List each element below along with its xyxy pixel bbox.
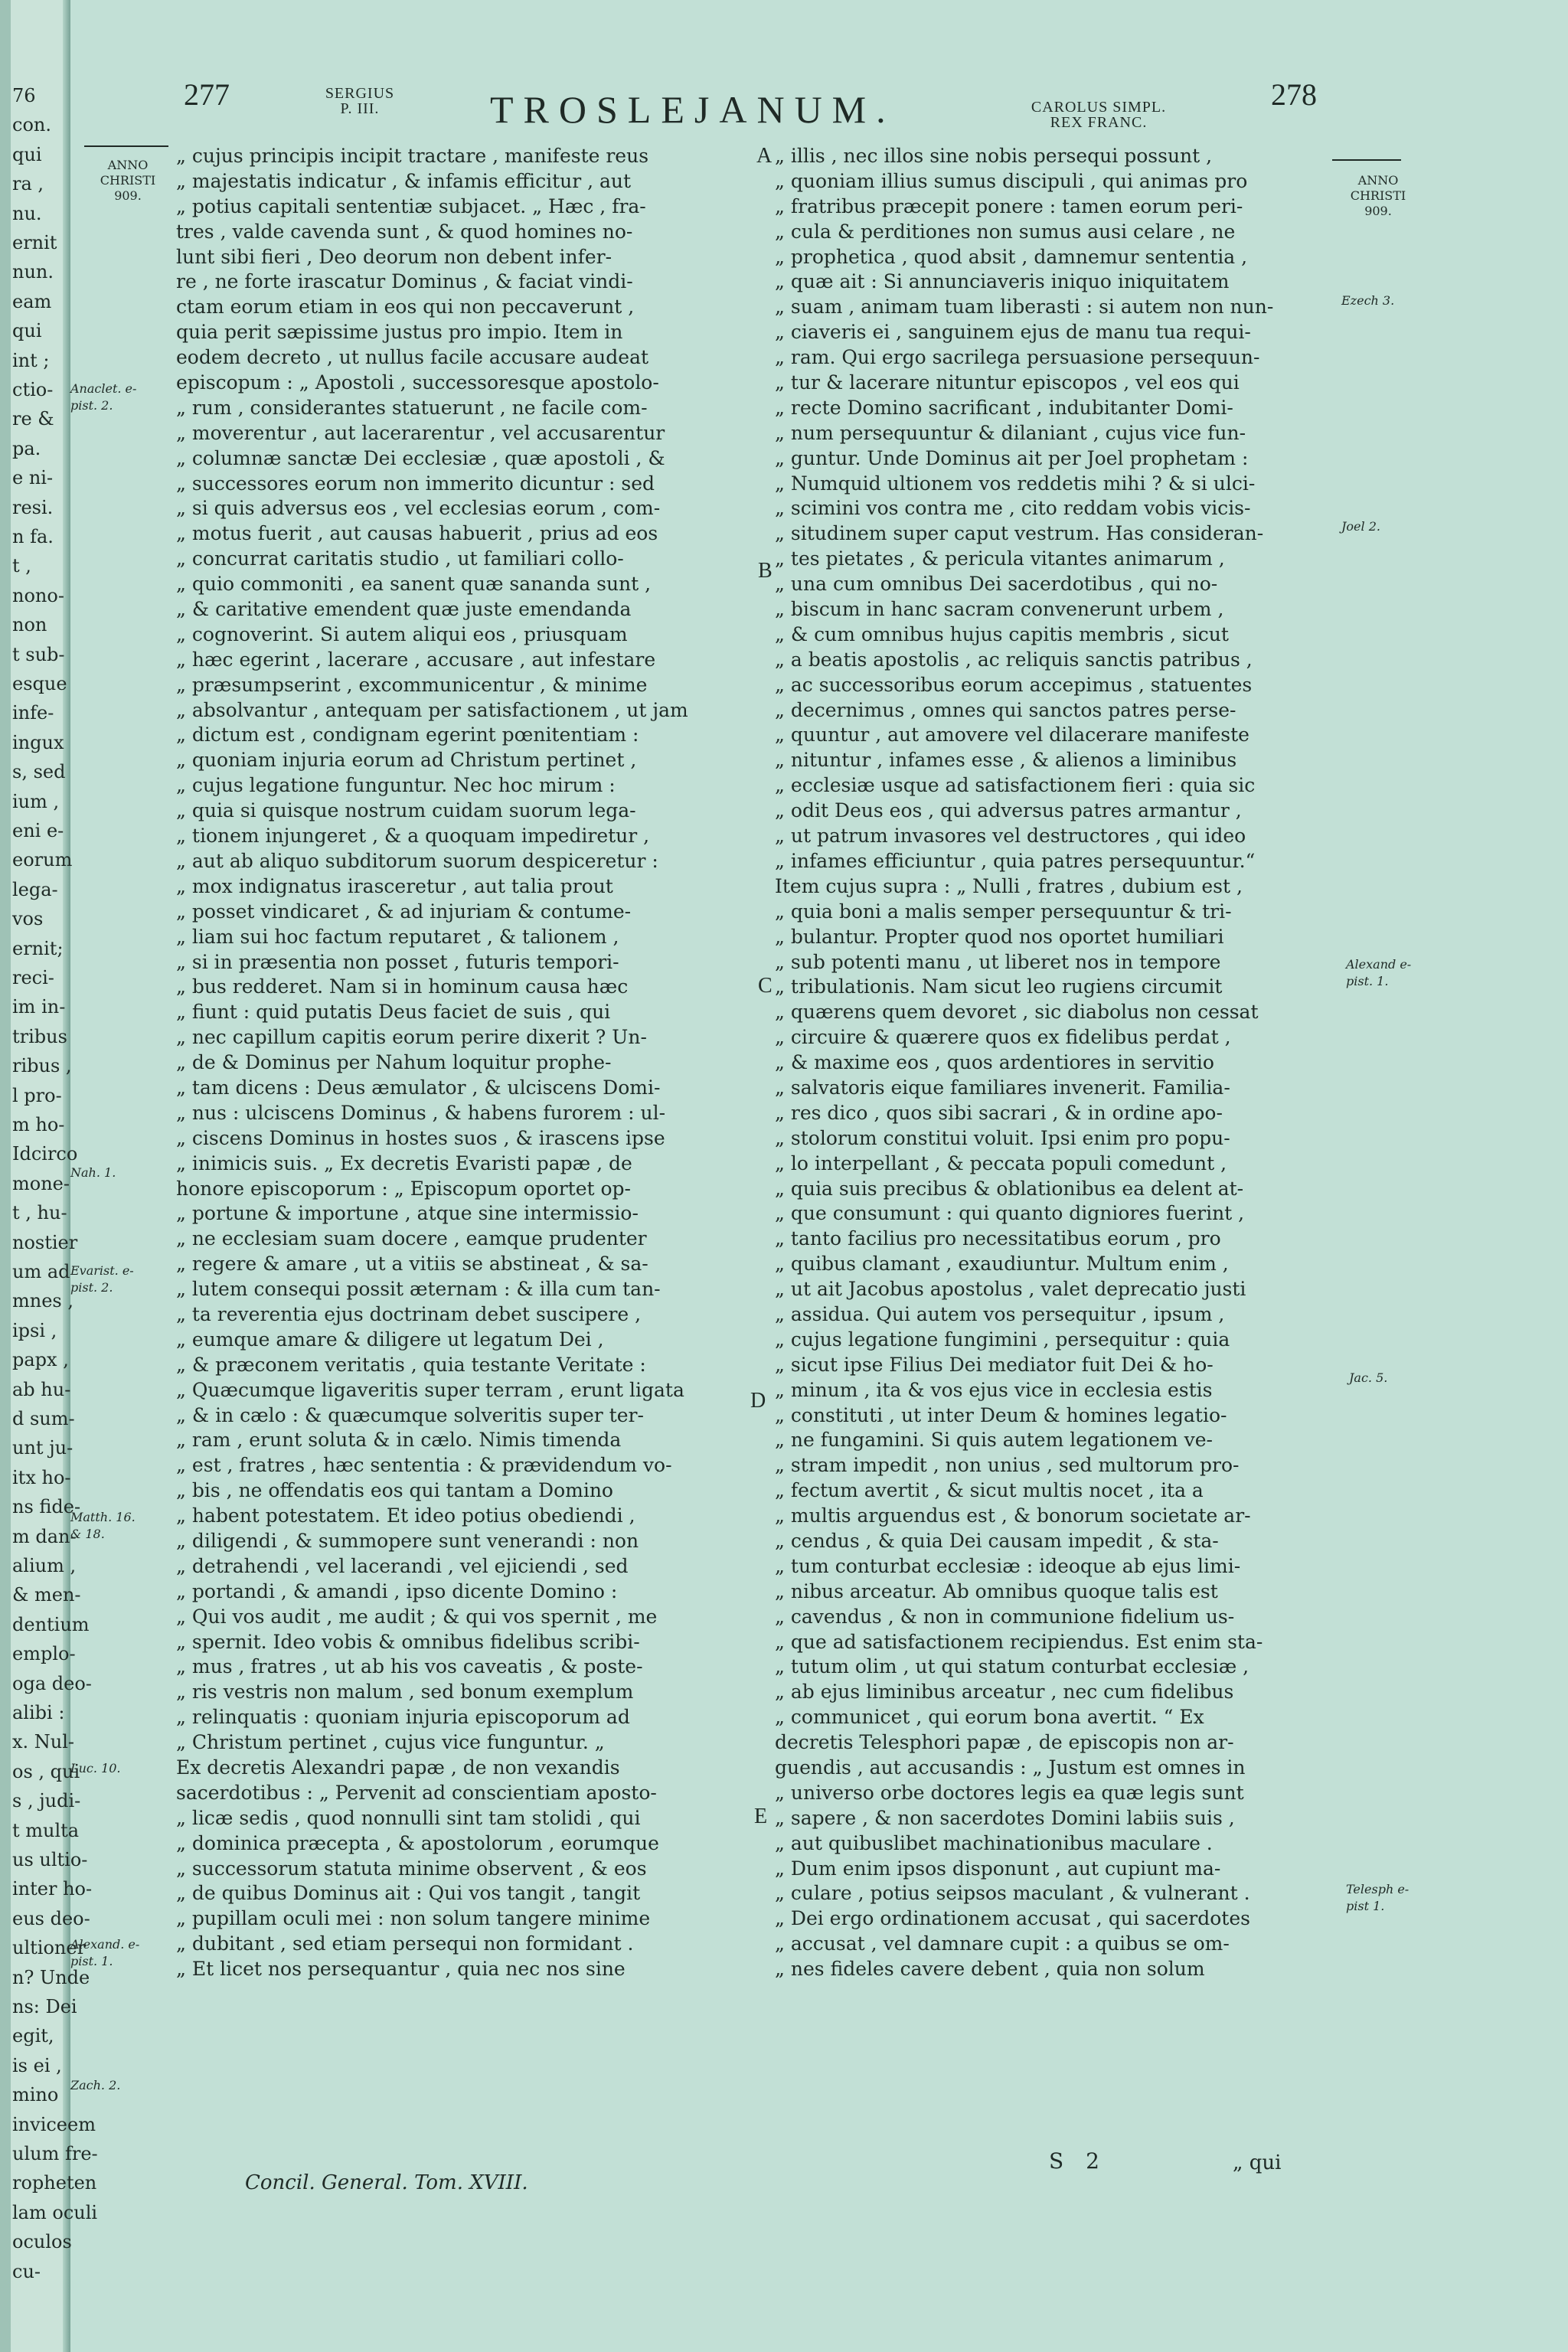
gutter-fragment: m dan- [12,1525,77,1547]
text-left-line: „ hæc egerint , lacerare , accusare , aut infestare [176,648,656,671]
text-left-line: episcopum : „ Apostoli , successoresque apostolo- [176,371,659,394]
text-left-line: „ dominica præcepta , & apostolorum , eorumque [176,1831,659,1854]
gutter-fragment: nu. [12,202,42,224]
text-right-line: „ que consumunt : qui quanto digniores fuerint , [775,1202,1245,1225]
gutter-fragment: ultioner [12,1937,87,1959]
text-column-right [775,144,1338,1982]
gutter-fragment: nono- [12,584,64,606]
text-right-line: „ nibus arceatur. Ab omnibus quoque talis est [775,1579,1218,1602]
margin-note-luke: Luc. 10. [70,1761,121,1775]
text-right-line: „ prophetica , quod absit , damnemur sententia , [775,245,1248,268]
gutter-fragment: eorum [12,849,73,871]
margin-note-alexander: Alexand. e- [70,1937,140,1952]
gutter-fragment: eni e- [12,820,64,841]
running-head-right-line-1: CAROLUS SIMPL. [1031,99,1167,116]
text-left-line: „ ris vestris non malum , sed bonum exemplum [176,1681,634,1704]
text-left-line: „ successores eorum non immerito dicuntur : sed [176,472,655,495]
gutter-fragment: lega- [12,878,58,900]
gutter-fragment: m ho- [12,1114,65,1135]
gutter-fragment: emplo- [12,1643,76,1665]
margin-note-matthew: Matth. 16. [70,1510,136,1524]
text-left-line: „ Quæcumque ligaveritis super terram , erunt ligata [176,1378,684,1401]
text-right-line: „ quoniam illius sumus discipuli , qui animas pro [775,169,1248,192]
text-left-line: „ detrahendi , vel lacerandi , vel ejiciendi , sed [176,1554,629,1577]
text-right-line: „ tur & lacerare nituntur episcopos , vel eos qui [775,371,1240,394]
signature-mark: S 2 [1049,2148,1107,2174]
text-left-line: „ cognoverint. Si autem aliqui eos , priusquam [176,622,628,645]
text-left-line: „ dubitant , sed etiam persequi non formidant . [176,1932,634,1955]
gutter-fragment: os , qui [12,1760,80,1782]
margin-note-telesphorus: Telesph e- [1346,1882,1410,1896]
text-left-line: „ concurrat caritatis studio , ut familiari collo- [176,547,624,570]
text-right-line: „ cujus legatione fungimini , persequitur : quia [775,1328,1230,1351]
gutter-fragment: qui [12,320,42,342]
gutter-fragment: eam [12,290,52,312]
text-left-line: „ bus redderet. Nam si in hominum causa hæc [176,975,629,998]
text-left-line: „ ta reverentia ejus doctrinam debet suscipere , [176,1302,642,1325]
text-left-line: „ successorum statuta minime observent , & eos [176,1857,647,1880]
text-left-line: „ Et licet nos persequantur , quia nec nos sine [176,1958,626,1981]
gutter-fragment: d sum- [12,1408,75,1429]
gutter-fragment: ctio- [12,379,54,400]
gutter-fragment: is ei , [12,2054,62,2076]
gutter-fragment: 76 [12,85,36,106]
text-left-line: „ dictum est , condignam egerint pœnitentiam : [176,724,639,746]
text-right-line: „ quia suis precibus & oblationibus ea delent at- [775,1177,1244,1200]
gutter-fragment: ribus , [12,1055,72,1077]
anno-christi-right [1336,173,1420,219]
gutter-fragment: nostier [12,1231,78,1253]
gutter-fragment: l pro- [12,1084,62,1106]
gutter-fragment: inter ho- [12,1878,93,1900]
text-left-line: „ lutem consequi possit æternam : & illa cum tan- [176,1278,661,1301]
text-right-line: „ sub potenti manu , ut liberet nos in tempore [775,950,1221,973]
margin-note-ezechiel: Ezech 3. [1341,293,1395,308]
gutter-fragment: non [12,614,47,636]
margin-note-joel: Joel 2. [1341,519,1380,534]
text-right-line: „ scimini vos contra me , cito reddam vobis vicis- [775,497,1251,520]
gutter-fragment: egit, [12,2025,54,2047]
text-left-line: „ potius capitali sententiæ subjacet. „ Hæc , fra- [176,194,646,217]
text-left-line: sacerdotibus : „ Pervenit ad conscientiam aposto- [176,1781,657,1804]
section-letter-d: D [750,1389,766,1413]
text-right-line: „ situdinem super caput vestrum. Has consideran- [775,522,1264,545]
text-right-line: „ num persequuntur & dilaniant , cujus vice fun- [775,421,1246,444]
text-right-line: „ recte Domino sacrificant , indubitanter Domi- [775,396,1233,419]
text-right-line: „ una cum omnibus Dei sacerdotibus , qui no- [775,573,1218,596]
text-left-line: „ regere & amare , ut a vitiis se abstineat , & sa- [176,1253,648,1276]
text-left-line: ctam eorum etiam in eos qui non peccaverunt , [176,296,635,318]
text-right-line: „ tes pietates , & pericula vitantes animarum , [775,547,1225,570]
gutter-fragment: infe- [12,702,54,724]
gutter-fragment: ab hu- [12,1378,71,1400]
text-left-line: re , ne forte irascatur Dominus , & faciat vindi- [176,270,633,293]
margin-note-jacobus: Jac. 5. [1349,1370,1388,1385]
text-left-line: „ est , fratres , hæc sententia : & prævidendum vo- [176,1454,672,1477]
running-head-left-line-2: P. III. [340,100,380,117]
running-head-right-line-2: REX FRANC. [1050,114,1148,131]
margin-note-nahum: Nah. 1. [70,1165,116,1180]
text-left-line: „ liam sui hoc factum reputaret , & talionem , [176,925,619,948]
text-left-line: „ & caritative emendent quæ juste emendanda [176,598,632,621]
text-right-line: „ ram. Qui ergo sacrilega persuasione persequun- [775,346,1260,369]
text-left-line: „ licæ sedis , quod nonnulli sint tam stolidi , qui [176,1806,641,1829]
margin-note-alexander-2: pist. 1. [70,1954,113,1968]
text-right-line: „ sicut ipse Filius Dei mediator fuit Dei & ho- [775,1353,1214,1376]
text-right-line: „ ciaveris ei , sanguinem ejus de manu tua requi- [775,321,1251,344]
text-left-line: eodem decreto , ut nullus facile accusare audeat [176,346,649,369]
gutter-fragment: im in- [12,996,66,1018]
gutter-fragment: ropheten [12,2172,97,2194]
running-head-left [306,86,413,116]
text-left-line: „ nus : ulciscens Dominus , & habens furorem : ul- [176,1101,666,1124]
gutter-fragment: mnes , [12,1290,74,1312]
gutter-fragment: ra , [12,173,44,195]
text-left-line: „ diligendi , & summopere sunt venerandi : non [176,1529,639,1552]
gutter-fragment: tribus [12,1025,67,1047]
text-left-line: „ ram , erunt soluta & in cælo. Nimis timenda [176,1429,622,1452]
text-right-line: „ quuntur , aut amovere vel dilacerare manifeste [775,724,1250,746]
margin-note-zacharias: Zach. 2. [70,2078,121,2092]
text-left-line: „ de quibus Dominus ait : Qui vos tangit , tangit [176,1882,641,1905]
text-left-line: „ tionem injungeret , & a quoquam impediretur , [176,825,650,848]
margin-rule-right [1332,159,1401,161]
margin-note-alexander-right-2: pist. 1. [1346,974,1389,988]
gutter-fragment: inviceem [12,2113,96,2135]
running-head-right [1011,100,1187,130]
margin-note-anaclet-2: pist. 2. [70,398,113,413]
section-letter-b: B [758,559,773,583]
text-left-line: „ majestatis indicatur , & infamis efficitur , aut [176,169,632,192]
text-right-line: „ infames efficiuntur , quia patres persequuntur.“ [775,849,1256,872]
text-right-line: „ & maxime eos , quos ardentiores in servitio [775,1051,1214,1074]
text-right-line: „ ab ejus liminibus arceatur , nec cum fidelibus [775,1681,1234,1704]
text-right-line: „ universo orbe doctores legis ea quæ legis sunt [775,1781,1244,1804]
gutter-fragment: dentium [12,1613,90,1635]
margin-note-alexander-right: Alexand e- [1346,957,1412,972]
gutter-fragment: lam oculi [12,2201,98,2223]
text-left-line: „ & præconem veritatis , quia testante Veritate : [176,1353,646,1376]
text-right-line: „ circuire & quærere quos ex fidelibus perdat , [775,1026,1231,1049]
gutter-fragment: e ni- [12,467,54,489]
anno-right-line-2: CHRISTI [1350,188,1406,203]
text-right-line: „ stram impedit , non unius , sed multorum pro- [775,1454,1240,1477]
text-left-line: Ex decretis Alexandri papæ , de non vexandis [176,1756,620,1779]
text-left-line: „ bis , ne offendatis eos qui tantam a Domino [176,1479,613,1502]
text-right-line: „ communicet , qui eorum bona avertit. “ Ex [775,1706,1204,1729]
text-right-line: „ biscum in hanc sacram convenerunt urbem , [775,598,1224,621]
text-left-line: „ relinquatis : quoniam injuria episcoporum ad [176,1706,630,1729]
gutter-fragment: ingux [12,731,64,753]
gutter-fragment: s, sed [12,761,66,783]
text-left-line: „ si quis adversus eos , vel ecclesias eorum , com- [176,497,661,520]
text-right-line: „ guntur. Unde Dominus ait per Joel prophetam : [775,446,1249,469]
gutter-fragment: resi. [12,496,54,518]
text-left-line: „ ciscens Dominus in hostes suos , & irascens ipse [176,1126,665,1149]
text-right-line: „ sapere , & non sacerdotes Domini labiis suis , [775,1806,1235,1829]
text-right-line: „ stolorum constitui voluit. Ipsi enim pro popu- [775,1126,1230,1149]
text-right-line: „ tum conturbat ecclesiæ : ideoque ab ejus limi- [775,1554,1241,1577]
text-right-line: „ constituti , ut inter Deum & homines legatio- [775,1403,1227,1426]
text-right-line: „ fectum avertit , & sicut multis nocet , ita a [775,1479,1204,1502]
gutter-fragment: ulum fre- [12,2143,98,2164]
text-right-line: „ Dum enim ipsos disponunt , aut cupiunt ma- [775,1857,1221,1880]
gutter-fragment: us ultio- [12,1849,88,1870]
text-right-line: „ ut ait Jacobus apostolus , valet deprecatio justi [775,1278,1246,1301]
text-left-line: „ quoniam injuria eorum ad Christum pertinet , [176,749,637,772]
text-left-line: „ tam dicens : Deus æmulator , & ulciscens Domi- [176,1076,661,1099]
text-right-line: „ a beatis apostolis , ac reliquis sanctis patribus , [775,648,1253,671]
page-number-left: 277 [184,77,230,112]
text-right-line: „ multis arguendus est , & bonorum societate ar- [775,1504,1251,1527]
margin-rule-left [84,145,168,147]
text-right-line: „ odit Deus eos , qui adversus patres armantur , [775,799,1242,822]
text-right-line: „ aut quibuslibet machinationibus maculare . [775,1831,1213,1854]
gutter-fragment: esque [12,673,67,694]
text-right-line: „ tutum olim , ut qui statum conturbat ecclesiæ , [775,1655,1250,1678]
text-left-line: „ præsumpserint , excommunicentur , & minime [176,673,648,696]
gutter-fragment: con. [12,114,51,136]
anno-christi-left [86,158,170,204]
text-right-line: guendis , aut accusandis : „ Justum est omnes in [775,1756,1246,1779]
text-left-line: „ mox indignatus irasceretur , aut talia prout [176,874,613,897]
text-right-line: „ quibus clamant , exaudiuntur. Multum enim , [775,1253,1229,1276]
catchword: „ qui [1233,2151,1282,2174]
gutter-fragment: eus deo- [12,1907,90,1929]
text-left-line: „ rum , considerantes statuerunt , ne facile com- [176,396,648,419]
text-right-line: „ & cum omnibus hujus capitis membris , sicut [775,622,1229,645]
margin-note-anaclet: Anaclet. e- [70,381,137,396]
gutter-fragment: mone- [12,1172,70,1194]
text-right-line: „ accusat , vel damnare cupit : a quibus se om- [775,1932,1230,1955]
footer-collection-title: Concil. General. Tom. XVIII. [245,2171,528,2194]
text-left-line: „ habent potestatem. Et ideo potius obediendi , [176,1504,635,1527]
text-left-line: „ eumque amare & diligere ut legatum Dei , [176,1328,604,1351]
gutter-shade [0,0,11,2352]
gutter-fragment: int ; [12,349,50,371]
gutter-fragment: reci- [12,967,54,988]
text-right-line: „ cendus , & quia Dei causam impedit , & sta- [775,1529,1219,1552]
gutter-fragment: t sub- [12,643,65,665]
text-right-line: „ quærens quem devoret , sic diabolus non cessat [775,1001,1259,1024]
text-right-line: „ ne fungamini. Si quis autem legationem ve- [775,1429,1213,1452]
gutter-fragment: t , hu- [12,1202,67,1224]
text-right-line: „ nes fideles cavere debent , quia non solum [775,1958,1205,1981]
margin-note-telesphorus-2: pist 1. [1346,1899,1385,1913]
text-left-line: tres , valde cavenda sunt , & quod homines no- [176,220,633,243]
text-right-line: „ Dei ergo ordinationem accusat , qui sacerdotes [775,1907,1250,1930]
text-right-line: „ cula & perditiones non sumus ausi celare , ne [775,220,1236,243]
gutter-fragment: cu- [12,2260,41,2282]
section-letter-a: A [756,144,773,168]
text-right-line: „ fratribus præcepit ponere : tamen eorum peri- [775,194,1243,217]
text-right-line: „ que ad satisfactionem recipiendus. Est enim sta- [775,1630,1263,1653]
page-number-right: 278 [1271,77,1317,112]
gutter-fragment: & men- [12,1584,81,1606]
text-left-line: „ Christum pertinet , cujus vice funguntur. „ [176,1731,605,1754]
running-head-left-line-1: SERGIUS [325,85,395,102]
text-left-line: quia perit sæpissime justus pro impio. Item in [176,321,623,344]
gutter-fragment: unt ju- [12,1437,74,1459]
gutter-fragment: ernit; [12,937,64,959]
text-left-line: „ inimicis suis. „ Ex decretis Evaristi papæ , de [176,1152,632,1174]
text-right-line: „ minum , ita & vos ejus vice in ecclesia estis [775,1378,1213,1401]
anno-left-year: 909. [114,188,142,203]
text-right-line: „ tribulationis. Nam sicut leo rugiens circumit [775,975,1223,998]
text-right-line: „ culare , potius seipsos maculant , & vulnerant . [775,1882,1250,1905]
text-left-line: „ cujus principis incipit tractare , manifeste reus [176,145,649,167]
gutter-fragment: n? Unde [12,1966,90,1988]
text-left-line: „ absolvantur , antequam per satisfactionem , ut jam [176,698,688,721]
gutter-fragment: re & [12,408,54,430]
gutter-fragment: t multa [12,1819,80,1841]
text-left-line: „ aut ab aliquo subditorum suorum despiceretur : [176,849,658,872]
text-left-line: „ columnæ sanctæ Dei ecclesiæ , quæ apostoli , & [176,446,665,469]
text-right-line: „ assidua. Qui autem vos persequitur , ipsum , [775,1302,1225,1325]
text-right-line: „ lo interpellant , & peccata populi comedunt , [775,1152,1227,1174]
gutter-fragment: s , judi- [12,1790,81,1812]
text-left-line: „ cujus legatione funguntur. Nec hoc mirum : [176,774,616,797]
text-left-line: „ & in cælo : & quæcumque solveritis super ter- [176,1403,644,1426]
text-column-left [176,144,758,1982]
section-letter-e: E [754,1805,768,1828]
gutter-fragment: papx , [12,1349,69,1371]
gutter-fragment: t , [12,555,31,577]
anno-left-line-2: CHRISTI [100,173,156,188]
gutter-fragment: um ad [12,1261,70,1282]
gutter-fragment: mino [12,2084,59,2106]
text-left-line: „ de & Dominus per Nahum loquitur prophe- [176,1051,612,1074]
gutter-fragment: itx ho- [12,1466,71,1488]
text-right-line: „ tanto facilius pro necessitatibus eorum , pro [775,1227,1221,1250]
gutter-fragment: ernit [12,232,57,253]
text-left-line: „ ne ecclesiam suam docere , eamque prudenter [176,1227,647,1250]
text-left-line: honore episcoporum : „ Episcopum oportet op- [176,1177,631,1200]
text-left-line: „ portune & importune , atque sine intermissio- [176,1202,639,1225]
gutter-fragment: nun. [12,261,54,283]
gutter-fragment: ns fide- [12,1496,81,1518]
gutter-fragment: ipsi , [12,1319,57,1341]
anno-left-line-1: ANNO [107,158,149,172]
text-left-line: „ Qui vos audit , me audit ; & qui vos spernit , me [176,1605,658,1628]
text-left-line: lunt sibi fieri , Deo deorum non debent infer- [176,245,612,268]
gutter-fragment: Idcirco [12,1143,78,1165]
gutter-fragment: vos [12,908,44,930]
text-right-line: „ quæ ait : Si annunciaveris iniquo iniquitatem [775,270,1230,293]
text-right-line: „ salvatoris eique familiares invenerit. Familia- [775,1076,1230,1099]
margin-note-matthew-2: & 18. [70,1527,105,1541]
text-left-line: „ pupillam oculi mei : non solum tangere minime [176,1907,651,1930]
gutter-fragment: pa. [12,437,41,459]
text-left-line: „ nec capillum capitis eorum perire dixerit ? Un- [176,1026,647,1049]
text-right-line: „ quia boni a malis semper persequuntur & tri- [775,900,1232,923]
gutter-fragment: alium , [12,1555,77,1576]
anno-right-year: 909. [1364,204,1392,218]
text-left-line: „ moverentur , aut lacerarentur , vel accusarentur [176,421,665,444]
page-title: TROSLEJANUM. [490,88,896,131]
text-left-line: „ fiunt : quid putatis Deus faciet de suis , qui [176,1001,611,1024]
text-left-line: „ posset vindicaret , & ad injuriam & contume- [176,900,632,923]
text-right-line: „ decernimus , omnes qui sanctos patres perse- [775,698,1236,721]
gutter-fragment: n fa. [12,526,54,547]
gutter-fragment: ium , [12,790,60,812]
text-left-line: „ spernit. Ideo vobis & omnibus fidelibus scribi- [176,1630,640,1653]
margin-note-evarist: Evarist. e- [70,1263,134,1278]
text-right-line: decretis Telesphori papæ , de episcopis non ar- [775,1731,1234,1754]
text-right-line: „ ac successoribus eorum accepimus , statuentes [775,673,1253,696]
text-left-line: „ portandi , & amandi , ipso dicente Domino : [176,1579,618,1602]
section-letter-c: C [758,974,773,998]
text-right-line: „ Numquid ultionem vos reddetis mihi ? & si ulci- [775,472,1256,495]
text-right-line: „ illis , nec illos sine nobis persequi possunt , [775,145,1213,167]
anno-right-line-1: ANNO [1357,173,1399,188]
gutter-fragment: oculos [12,2231,72,2253]
text-left-line: „ quio commoniti , ea sanent quæ sananda sunt , [176,573,652,596]
text-right-line: „ bulantur. Propter quod nos oportet humiliari [775,925,1224,948]
gutter-fragment: oga deo- [12,1672,92,1694]
text-right-line: Item cujus supra : „ Nulli , fratres , dubium est , [775,874,1243,897]
gutter-fragment: alibi : [12,1702,65,1723]
gutter-fragment: ns: Dei [12,1996,77,2017]
text-left-line: „ motus fuerit , aut causas habuerit , prius ad eos [176,522,658,545]
text-right-line: „ cavendus , & non in communione fidelium us- [775,1605,1235,1628]
text-left-line: „ mus , fratres , ut ab his vos caveatis , & poste- [176,1655,643,1678]
text-right-line: „ res dico , quos sibi sacrari , & in ordine apo- [775,1101,1223,1124]
text-right-line: „ nituntur , infames esse , & alienos a liminibus [775,749,1237,772]
text-left-line: „ si in præsentia non posset , futuris tempori- [176,950,619,973]
margin-note-evarist-2: pist. 2. [70,1280,113,1295]
gutter-fragment: qui [12,143,42,165]
text-right-line: „ ut patrum invasores vel destructores , qui ideo [775,825,1246,848]
text-right-line: „ suam , animam tuam liberasti : si autem non nun- [775,296,1274,318]
gutter-fragment: x. Nul- [12,1731,75,1753]
text-right-line: „ ecclesiæ usque ad satisfactionem fieri : quia sic [775,774,1256,797]
text-left-line: „ quia si quisque nostrum cuidam suorum lega- [176,799,636,822]
